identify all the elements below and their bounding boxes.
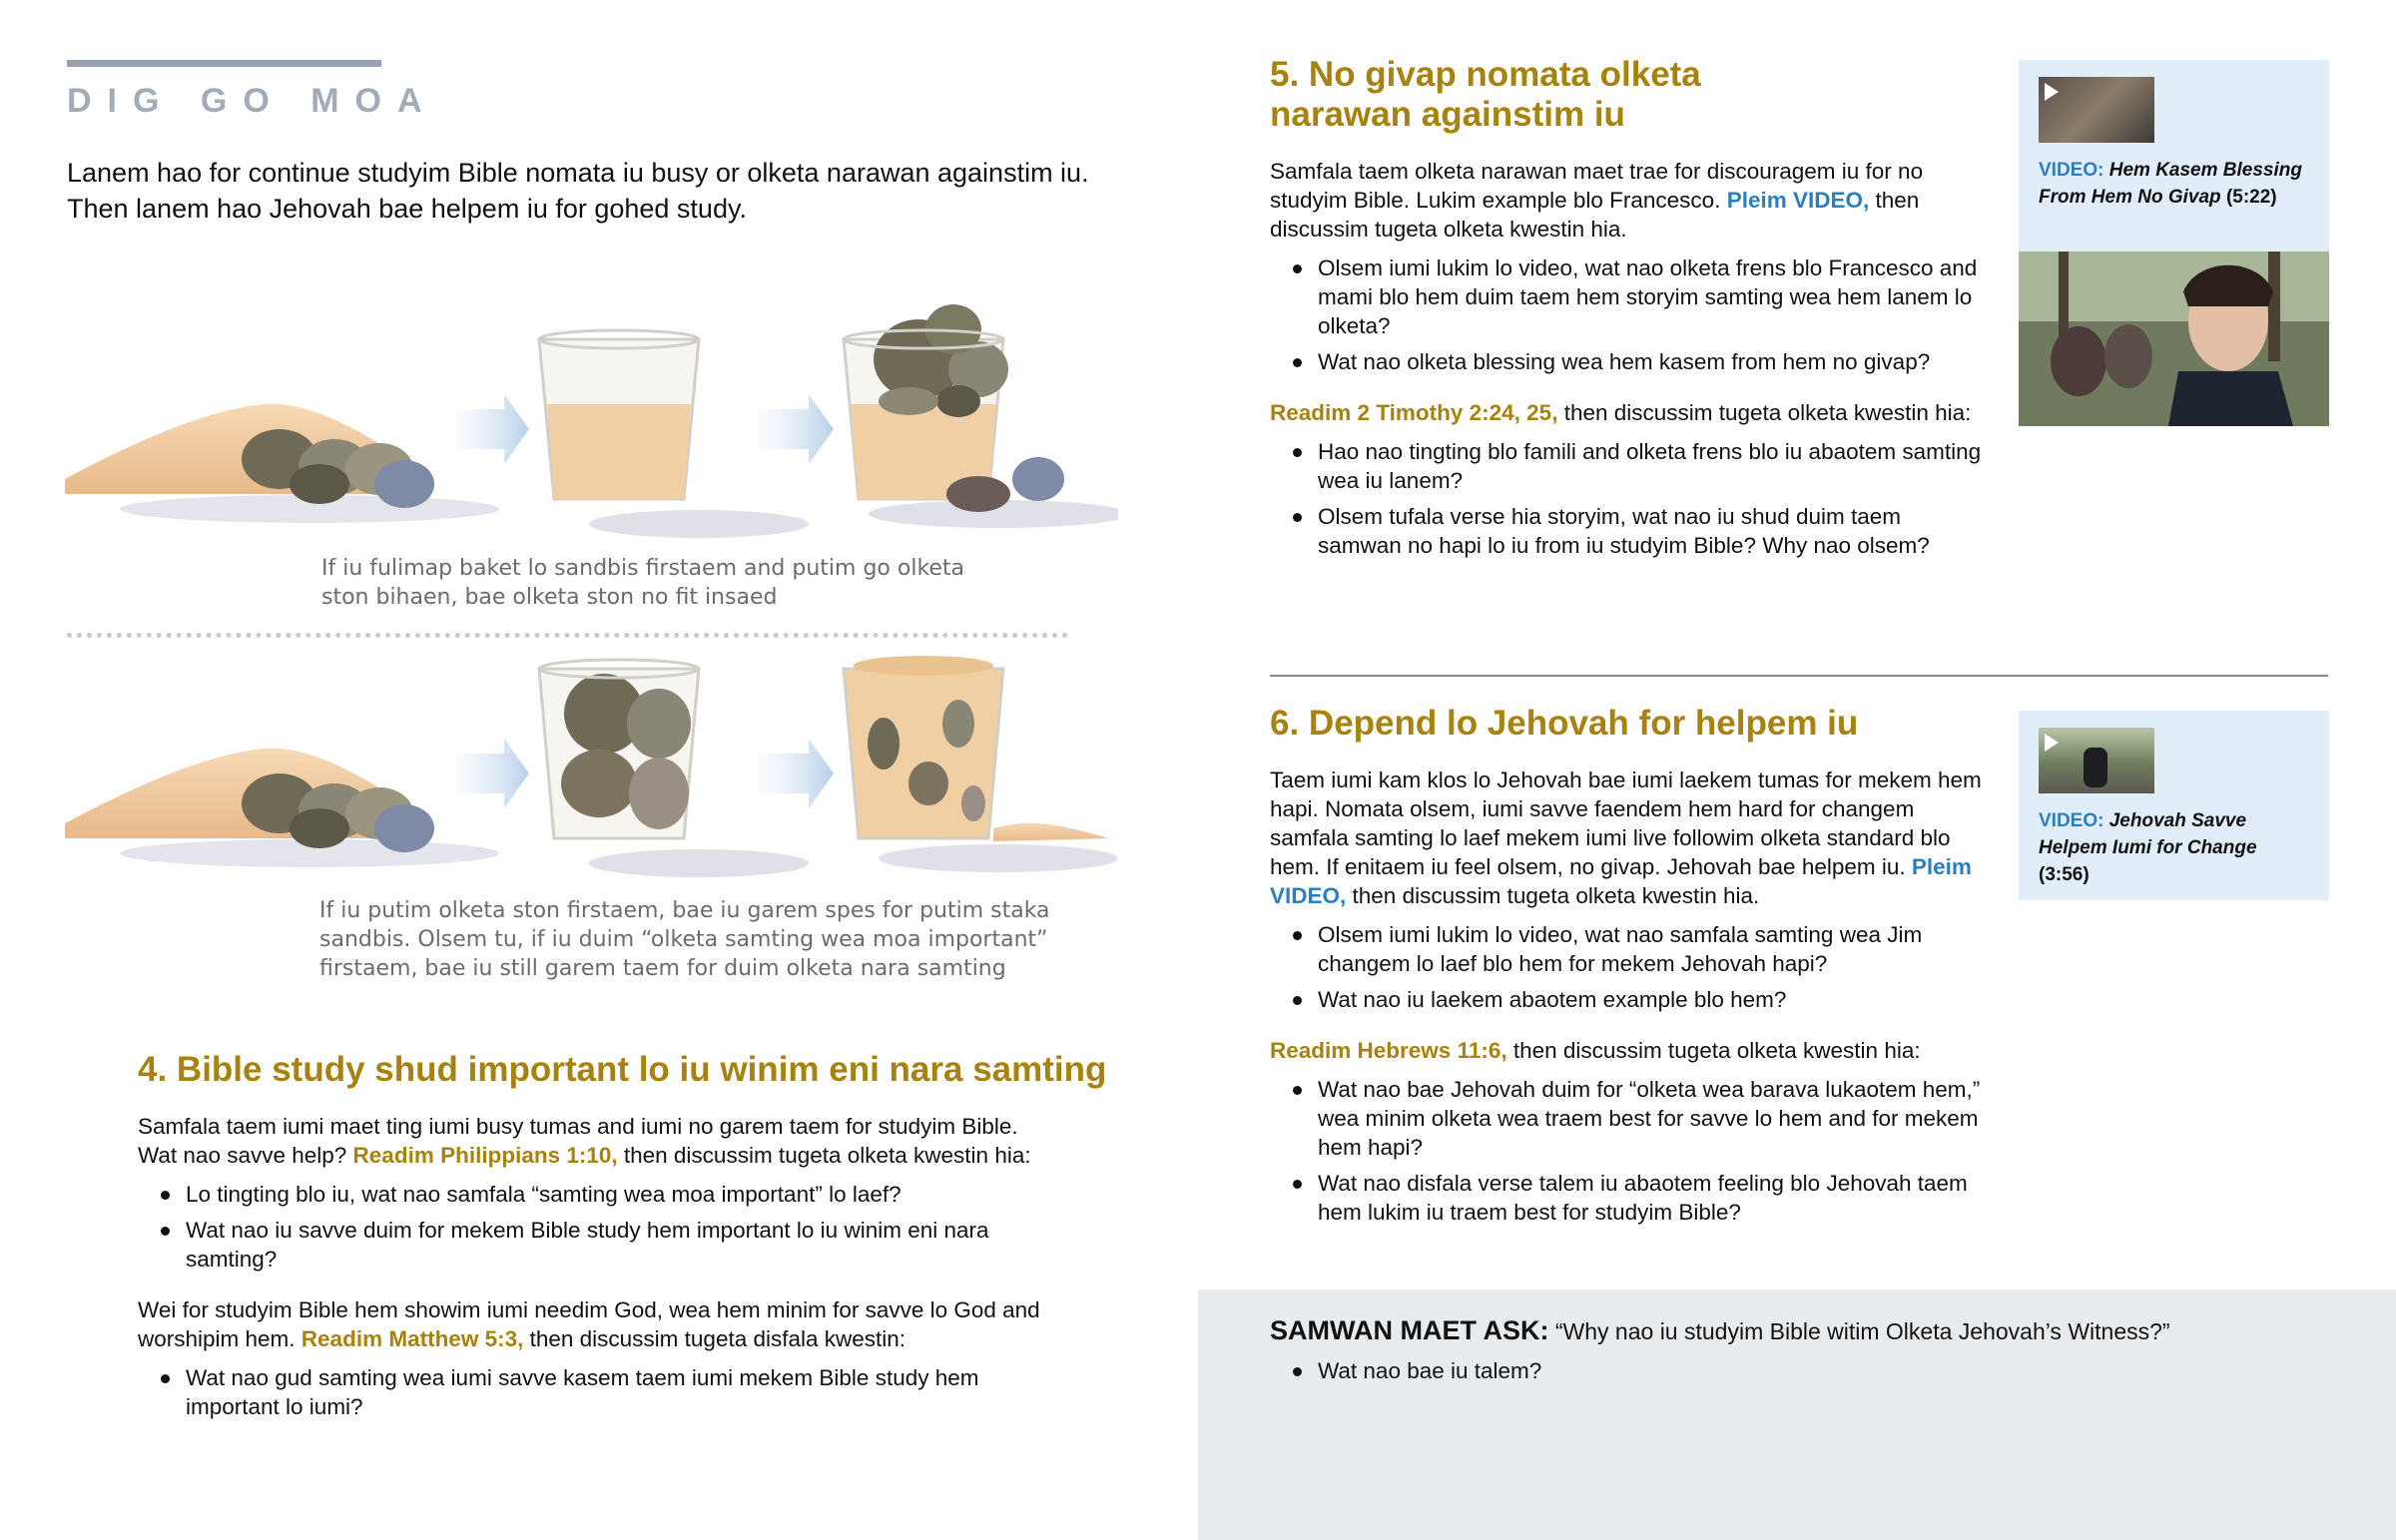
section-5-body bbox=[1270, 157, 1989, 567]
section-4-body bbox=[138, 1112, 1056, 1428]
section-5-heading: 5. No givap nomata olketa narawan againstim iu bbox=[1270, 55, 1701, 134]
play-icon bbox=[2045, 83, 2059, 101]
section-5-questions-2 bbox=[1270, 437, 1989, 560]
section-6-body bbox=[1270, 766, 1989, 1234]
list-item: Olsem iumi lukim lo video, wat nao olketa frens blo Francesco and mami blo hem duim taem hem storyim samting wea hem lanem lo olketa? bbox=[1318, 254, 1989, 340]
video-card-section-5[interactable] bbox=[2019, 60, 2329, 426]
play-video-link-5[interactable]: Pleim VIDEO, bbox=[1726, 188, 1870, 213]
motorcycle-rider-shape bbox=[2084, 748, 2107, 787]
section-6-questions-2 bbox=[1270, 1075, 1989, 1227]
scripture-link-timothy[interactable]: Readim 2 Timothy 2:24, 25, bbox=[1270, 400, 1558, 425]
video-card-section-6[interactable] bbox=[2019, 711, 2329, 900]
section-4-paragraph-1: Samfala taem iumi maet ting iumi busy tumas and iumi no garem taem for studyim Bible. Wat nao savve help? Readim Philippians 1:10, then discussim tugeta olketa kwestin hia: bbox=[138, 1114, 1031, 1168]
video-still-image bbox=[2019, 252, 2329, 426]
video-title-5: VIDEO: Hem Kasem Blessing From Hem No Givap (5:22) bbox=[2039, 160, 2302, 208]
dotted-divider bbox=[67, 633, 1068, 638]
list-item: Wat nao iu savve duim for mekem Bible study hem important lo iu winim eni nara samting? bbox=[186, 1216, 1056, 1274]
stones-first-illustration bbox=[60, 654, 1118, 893]
list-item: Wat nao gud samting wea iumi savve kasem taem iumi mekem Bible study hem important lo iumi? bbox=[186, 1363, 1056, 1421]
section-4-heading: 4. Bible study shud important lo iu winim eni nara samting bbox=[138, 1050, 1107, 1089]
section-4-questions-2 bbox=[138, 1363, 1056, 1421]
section-5-paragraph-2: Readim 2 Timothy 2:24, 25, then discussim tugeta olketa kwestin hia: bbox=[1270, 400, 1972, 425]
list-item: Wat nao disfala verse talem iu abaotem feeling blo Jehovah taem hem lukim iu traem best for studyim Bible? bbox=[1318, 1169, 1989, 1227]
section-4-questions-1 bbox=[138, 1180, 1056, 1274]
section-6-questions-1 bbox=[1270, 920, 1989, 1014]
scripture-link-philippians[interactable]: Readim Philippians 1:10, bbox=[352, 1143, 618, 1168]
section-4-paragraph-2: Wei for studyim Bible hem showim iumi needim God, wea hem minim for savve lo God and worshipim hem. Readim Matthew 5:3, then discussim tugeta disfala kwestin: bbox=[138, 1297, 1040, 1351]
video-title-6: VIDEO: Jehovah Savve Helpem Iumi for Change (3:56) bbox=[2039, 810, 2257, 885]
play-video-link-6[interactable]: Pleim VIDEO, bbox=[1270, 854, 1972, 908]
section-6-paragraph-1: Taem iumi kam klos lo Jehovah bae iumi laekem tumas for mekem hem hapi. Nomata olsem, iumi savve faendem hem hard for changem samfala samting lo laef mekem iumi live followim olketa standard blo hem. If enitaem iu feel olsem, no givap. Jehovah bae helpem iu. Pleim VIDEO, then discussim tugeta olketa kwestin hia. bbox=[1270, 768, 1982, 908]
list-item: Wat nao bae iu talem? bbox=[1318, 1356, 2368, 1385]
section-5-paragraph-1: Samfala taem olketa narawan maet trae for discouragem iu for no studyim Bible. Lukim example blo Francesco. Pleim VIDEO, then discussim tugeta olketa kwestin hia. bbox=[1270, 159, 1924, 242]
caption-top: If iu fulimap baket lo sandbis firstaem and putim go olketa ston bihaen, bae olketa ston no fit insaed bbox=[321, 556, 965, 610]
section-divider bbox=[1270, 675, 2328, 677]
video-thumbnail[interactable] bbox=[2039, 728, 2154, 793]
someone-may-ask-box bbox=[1198, 1289, 2396, 1540]
list-item: Olsem tufala verse hia storyim, wat nao iu shud duim taem samwan no hapi lo iu from iu studyim Bible? Why nao olsem? bbox=[1318, 502, 1989, 560]
sand-first-illustration bbox=[60, 289, 1118, 549]
list-item: Lo tingting blo iu, wat nao samfala “samting wea moa important” lo laef? bbox=[186, 1180, 1056, 1209]
list-item: Wat nao bae Jehovah duim for “olketa wea barava lukaotem hem,” wea minim olketa wea traem best for savve lo hem and for mekem hem hapi? bbox=[1318, 1075, 1989, 1162]
ask-question: SAMWAN MAET ASK: “Why nao iu studyim Bible witim Olketa Jehovah’s Witness?” bbox=[1270, 1315, 2170, 1345]
list-item: Wat nao iu laekem abaotem example blo hem? bbox=[1318, 985, 1989, 1014]
list-item: Wat nao olketa blessing wea hem kasem from hem no givap? bbox=[1318, 347, 1989, 376]
section-6-paragraph-2: Readim Hebrews 11:6, then discussim tugeta olketa kwestin hia: bbox=[1270, 1038, 1921, 1063]
intro-text: Lanem hao for continue studyim Bible nomata iu busy or olketa narawan againstim iu. Then lanem hao Jehovah bae helpem iu for gohed study. bbox=[67, 158, 1089, 224]
header-bar bbox=[67, 60, 381, 67]
list-item: Olsem iumi lukim lo video, wat nao samfala samting wea Jim changem lo laef blo hem for mekem Jehovah hapi? bbox=[1318, 920, 1989, 978]
section-6-heading: 6. Depend lo Jehovah for helpem iu bbox=[1270, 704, 1859, 743]
ask-questions bbox=[1270, 1356, 2368, 1385]
page-title: DIG GO MOA bbox=[67, 82, 438, 120]
section-5-questions-1 bbox=[1270, 254, 1989, 376]
video-thumbnail[interactable] bbox=[2039, 77, 2154, 143]
caption-bottom: If iu putim olketa ston firstaem, bae iu garem spes for putim staka sandbis. Olsem tu, if iu duim “olketa samting wea moa important” firstaem, bae iu still garem taem for duim olketa nara samting bbox=[319, 898, 1050, 981]
scripture-link-matthew[interactable]: Readim Matthew 5:3, bbox=[300, 1326, 524, 1351]
play-icon bbox=[2045, 734, 2059, 752]
scripture-link-hebrews[interactable]: Readim Hebrews 11:6, bbox=[1270, 1038, 1507, 1063]
list-item: Hao nao tingting blo famili and olketa frens blo iu abaotem samting wea iu lanem? bbox=[1318, 437, 1989, 495]
